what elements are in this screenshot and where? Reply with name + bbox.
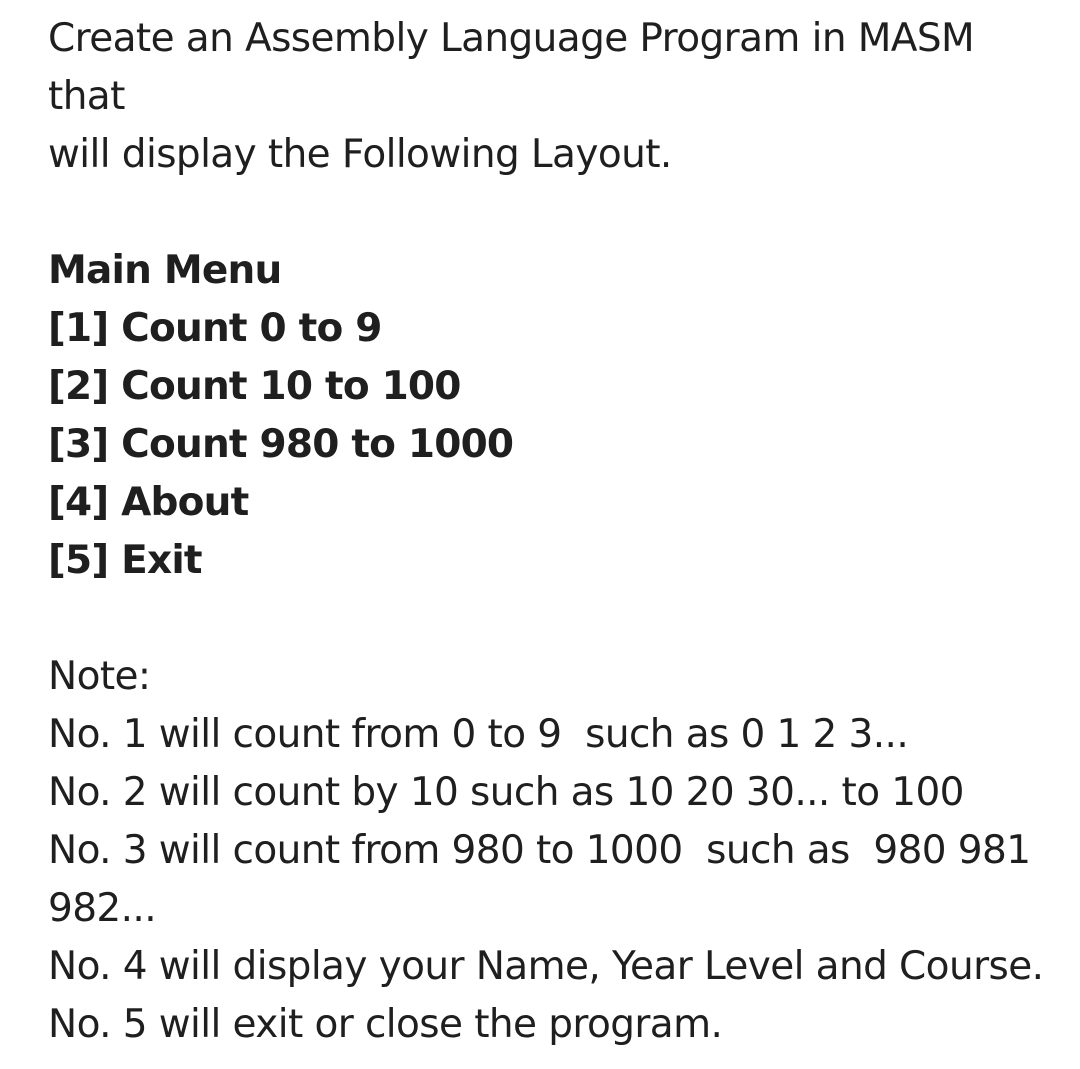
note-line-3: No. 3 will count from 980 to 1000 such as 980 981 (48, 828, 1031, 873)
note-line-2: No. 2 will count by 10 such as 10 20 30... to 100 (48, 770, 964, 815)
note-heading: Note: (48, 654, 151, 699)
spacer (48, 590, 1048, 648)
document-body (48, 10, 1048, 1054)
note-line-5: No. 5 will exit or close the program. (48, 1002, 723, 1047)
menu-item-count-10-100: [2] Count 10 to 100 (48, 364, 461, 409)
intro-line-1: Create an Assembly Language Program in MASM (48, 16, 975, 61)
note-line-4: No. 4 will display your Name, Year Level and Course. (48, 944, 1044, 989)
note-line-1: No. 1 will count from 0 to 9 such as 0 1 2 3... (48, 712, 909, 757)
menu-title: Main Menu (48, 248, 282, 293)
intro-line-3: will display the Following Layout. (48, 132, 672, 177)
intro-line-2: that (48, 74, 125, 119)
menu-item-about: [4] About (48, 480, 249, 525)
spacer (48, 184, 1048, 242)
note-line-3-continued: 982... (48, 886, 157, 931)
menu-item-count-980-1000: [3] Count 980 to 1000 (48, 422, 514, 467)
menu-item-exit: [5] Exit (48, 538, 202, 583)
menu-item-count-0-9: [1] Count 0 to 9 (48, 306, 382, 351)
